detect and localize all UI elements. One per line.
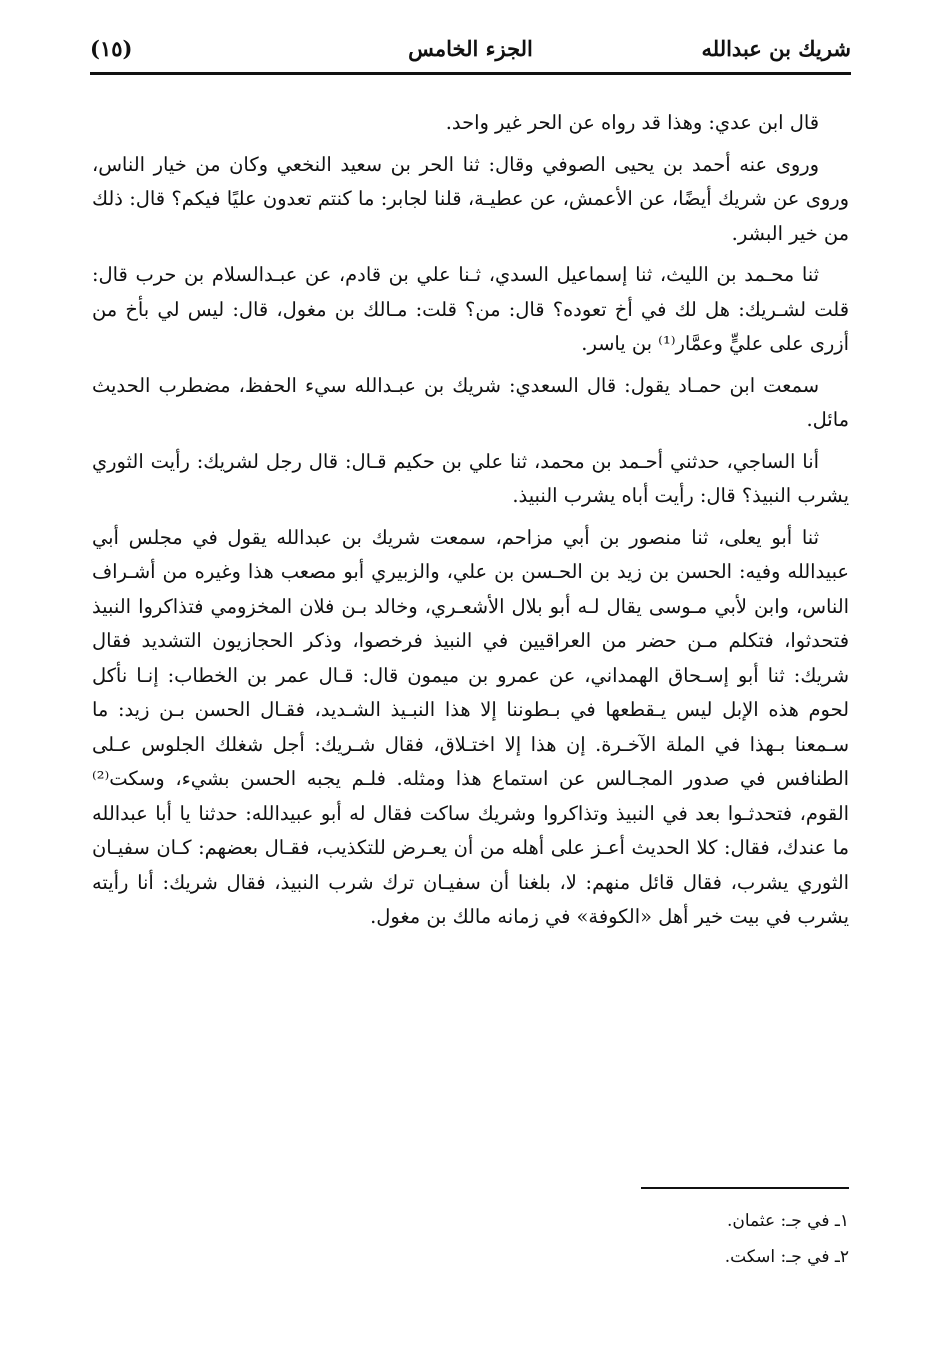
paragraph: قال ابن عدي: وهذا قد رواه عن الحر غير واحد. — [445, 111, 819, 134]
header-divider — [90, 72, 851, 75]
footnote: ١ـ في جـ: عثمان. — [726, 1211, 849, 1231]
footnotes — [92, 1203, 849, 1275]
paragraph: ثنا محـمد بن الليث، ثنا إسماعيل السدي، ثـنا علي بن قادم، عن عبـدالسلام بن حرب قال: قلت لشـريك: هل لك في أخ تعوده؟ قال: من؟ قلت: مـالك بن مغول، قال: ليس لي بأخ من أزرى على عليٍّ وعمَّار⁽¹⁾ بن ياسر. — [92, 263, 849, 355]
footnote: ٢ـ في جـ: اسكت. — [724, 1247, 849, 1267]
paragraph: أنا الساجي، حدثني أحـمد بن محمد، ثنا علي بن حكيم قـال: قال رجل لشريك: رأيت الثوري يشرب النبيذ؟ قال: رأيت أباه يشرب النبيذ. — [92, 449, 849, 507]
page-header — [90, 30, 851, 70]
paragraph: سمعت ابن حمـاد يقول: قال السعدي: شريك بن عبـدالله سيء الحفظ، مضطرب الحديث مائل. — [92, 373, 849, 431]
footnote-divider — [641, 1187, 849, 1189]
paragraph: ثنا أبو يعلى، ثنا منصور بن أبي مزاحم، سمعت شريك بن عبدالله يقول في مجلس أبي عبيدالله وفيه: الحسن بن زيد بن الحـسن بن علي، والزبيري أبو مصعب هذا وغيره من أشـراف الناس، وابن لأبي مـوسى يقال لـه أبو بلال الأشعـري، وخالد بـن فلان المخزومي فتذاكروا النبيذ فتحدثوا، فتكلم مـن حضر من العراقيين في النبيذ فرخصوا، وذكر الحجازيون التشديد فقال شريك: ثنا أبو إسـحاق الهمداني، عن عمرو بن ميمون قال: قـال عمر بن الخطاب: إنـا نأكل لحوم هذه الإبل ليس يـقطعها في بـطوننا إلا هذا النبـيذ الشـديد، فقـال الحسن بـن زيد: ما سـمعنا بـهذا في الملة الآخـرة. إن هذا إلا اختـلاق، فقال شـريك: أجل شغلك الجلوس عـلى الطنافس في صدور المجـالس عن استماع هذا ومثله. فلـم يجبه الحسن بشيء، وسكت⁽²⁾ القوم، فتحدثـوا بعد في النبيذ وتذاكروا وشريك ساكت فقال له أبو عبيدالله: حدثنا يا أبا عبدالله ما عندك، فقال: كلا الحديث أعـز على أهله من أن يعـرض للتكذيب، فقـال بعضهم: كـان سفيـان الثوري يشرب، فقال قائل منهم: لا، بلغنا أن سفيـان ترك شرب النبيذ، فقال شريك: أنا رأيته يشرب في بيت خير أهل «الكوفة» في زمانه مالك بن مغول. — [92, 525, 849, 928]
paragraph: وروى عنه أحمد بن يحيى الصوفي وقال: ثنا الحر بن سعيد النخعي وكان من خيار الناس، وروى عن شريك أيضًا، عن الأعمش، عن عطيـة، قلنا لجابر: ما كنتم تعدون عليًا فيكم؟ قال: ذلك من خير البشر. — [92, 152, 849, 245]
main-text — [92, 106, 849, 942]
running-head-author: شريك بن عبدالله — [701, 36, 851, 61]
running-head-section: الجزء الخامس — [408, 36, 533, 61]
page-number: (١٥) — [90, 36, 133, 61]
